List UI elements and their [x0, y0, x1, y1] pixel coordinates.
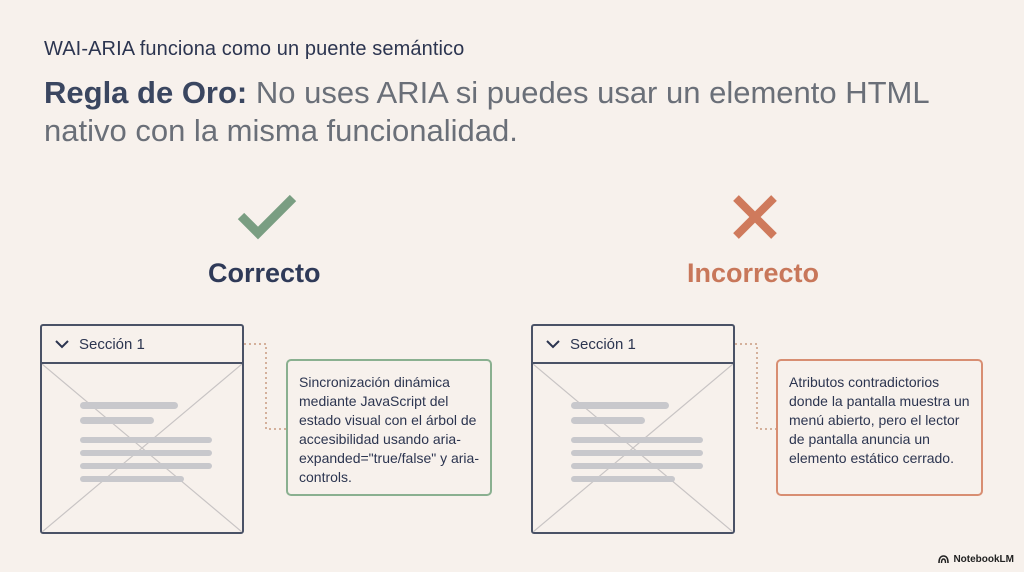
incorrect-connector [735, 343, 779, 431]
correct-callout: Sincronización dinámica mediante JavaScript del estado visual con el árbol de accesibilidad usando aria-expanded="true/false" y aria-controls. [286, 359, 492, 496]
accordion-section-label: Sección 1 [79, 335, 145, 353]
accordion-header [42, 326, 242, 364]
slide-subtitle: WAI-ARIA funciona como un puente semántico [44, 38, 465, 60]
correct-title: Correcto [208, 258, 321, 288]
correct-connector [244, 343, 288, 431]
golden-rule [44, 74, 984, 150]
golden-rule-text: No uses ARIA si puedes usar un elemento HTML nativo con la misma funcionalidad. [44, 75, 929, 148]
brand-label: NotebookLM [953, 554, 1014, 565]
accordion-panel-placeholder [42, 364, 242, 532]
correct-accordion-wireframe [40, 324, 244, 534]
cross-icon [730, 193, 780, 241]
incorrect-title: Incorrecto [687, 258, 820, 288]
incorrect-callout: Atributos contradictorios donde la pantalla muestra un menú abierto, pero el lector de pantalla anuncia un elemento estático cerrado. [776, 359, 983, 496]
accordion-header [533, 326, 733, 364]
notebooklm-logo-icon [938, 555, 949, 564]
accordion-section-label: Sección 1 [570, 335, 636, 353]
notebooklm-brand [938, 554, 1014, 565]
incorrect-accordion-wireframe [531, 324, 735, 534]
chevron-down-icon [545, 339, 561, 349]
accordion-panel-placeholder [533, 364, 733, 532]
chevron-down-icon [54, 339, 70, 349]
check-icon [236, 192, 298, 240]
golden-rule-lead: Regla de Oro: [44, 75, 248, 110]
